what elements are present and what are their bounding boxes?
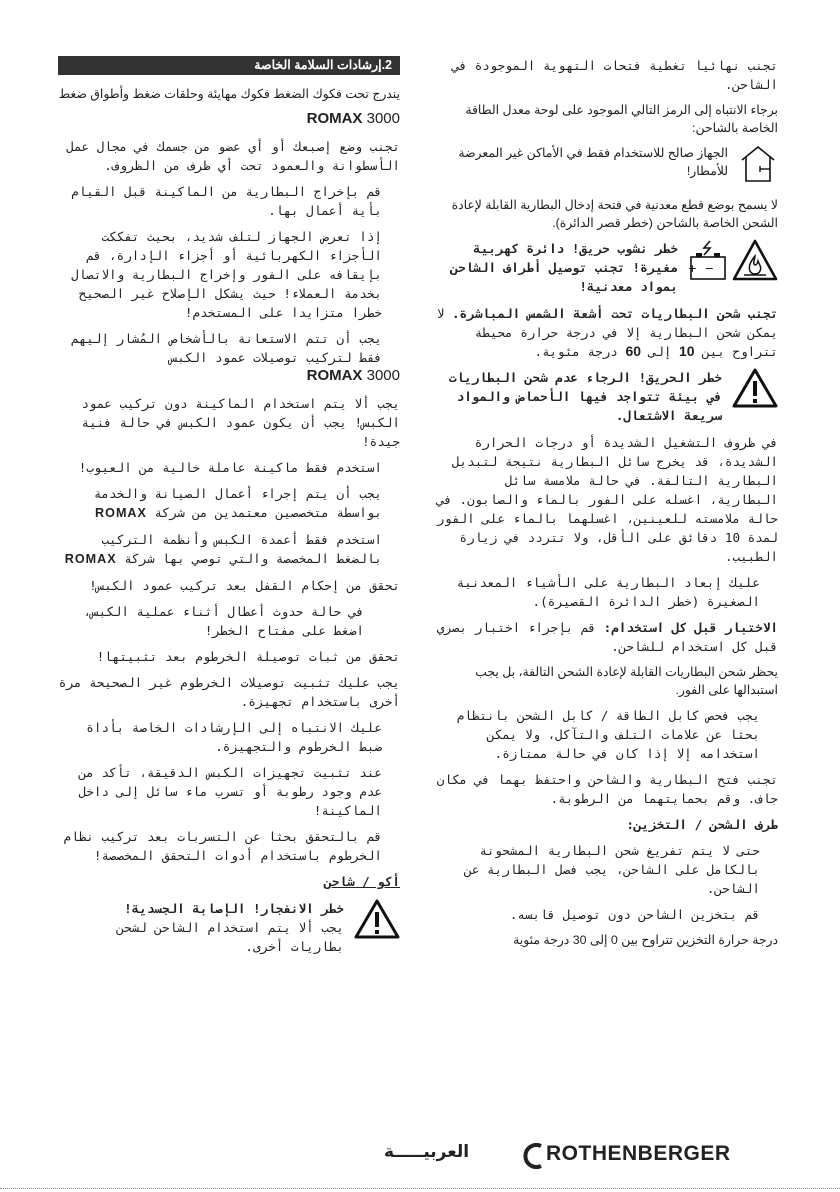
brand-name: ROMAX (306, 110, 363, 127)
paragraph: لا يسمح بوضع قطع معدنية في فتحة إدخال البطارية القابلة لإعادة الشحن الخاصة بالشاحن (خطر قصر الدائرة). (451, 198, 778, 230)
page-edge-dotted-line (0, 1188, 840, 1189)
paragraph: قم بتخزين الشاحن دون توصيل قابسه. (509, 907, 760, 922)
fire-warning-text: خطر نشوب حريق! دائرة كهربية مغيرة! تجنب توصيل أطراف الشاحن بمواد معدنية! (450, 241, 678, 294)
paragraph: يجب فحص كابل الطاقة / كابل الشحن بانتظام بحثا عن علامات التلف والتآكل، ولا يمكن استخدامه إلا إذا كان في حالة ممتازة. (456, 708, 760, 761)
sun-charging-note (430, 304, 778, 361)
svg-text:−: − (704, 262, 714, 275)
pre-use-test (430, 618, 778, 656)
intro-text: يندرج تحت فكوك الضغط فكوك مهايئة وحلقات ضغط وأطواق ضغط (58, 87, 400, 101)
warning-triangle-icon (354, 899, 400, 943)
paragraph: في حالة حدوث أعطال أثناء عملية الكبس، اضغط على مفتاح الخطر! (83, 604, 364, 638)
section-title: 2.إرشادات السلامة الخاصة (58, 56, 400, 75)
paragraph: إذا تعرض الجهاز لتلف شديد، بحيث تفككت الأجزاء الكهربائية أو أجزاء الإدارة، قم بإيقافه على الفور وإخراج البطارية والاتصال بخدمة العملاء! حيث يشكل الإصلاح غير الصحيح خطرا متزايدا على المستخدم! (71, 229, 382, 320)
paragraph: حتى لا يتم تفريغ شحن البطارية المشحونة بالكامل على الشاحن، يجب فصل البطارية عن الشاحن. (464, 843, 760, 896)
sun-charging-and: إلى (648, 344, 672, 359)
paragraph: عليك إبعاد البطارية على الأشياء المعدنية الصغيرة (خطر الدائرة القصيرة). (456, 575, 760, 609)
paragraph: تجنب نهائيا تغطية فتحات التهوية الموجودة في الشاحن. (451, 58, 778, 92)
paragraph-text: يجب أن يتم إجراء أعمال الصيانة والخدمة بواسطة متخصصين معتمدين من شركة (93, 486, 382, 520)
paragraph: تحقق من ثبات توصيلة الخرطوم بعد تثبيتها! (96, 649, 400, 664)
subsection-title: أكو / شاحن (324, 874, 400, 889)
paragraph: برجاء الانتباه إلى الرمز التالي الموجود على لوحة معدل الطاقة الخاصة بالشاحن: (465, 103, 778, 135)
safety-column-right (58, 56, 400, 964)
battery-fire-warning-icon (688, 239, 778, 283)
paragraph: يحظر شحن البطاريات القابلة لإعادة الشحن التالفة، بل يجب استبدالها على الفور. (475, 665, 778, 697)
fire-warning (430, 239, 778, 296)
paragraph: يجب أن تتم الاستعانة بالأشخاص المُشار إليهم فقط لتركيب توصيلات عمود الكبس (71, 331, 382, 365)
warning-triangle-icon (732, 368, 778, 412)
paragraph: تجنب فتح البطارية والشاحن واحتفظ بهما في مكان جاف. وقم بحمايتهما من الرطوبة. (436, 772, 778, 806)
paragraph: استخدم فقط ماكينة عاملة خالية من العيوب! (78, 460, 382, 475)
page-footer (0, 1140, 840, 1176)
brand-romax-3000 (58, 110, 400, 127)
warning-title: خطر الانفجار! الإصابة الجسدية! (124, 901, 344, 916)
paragraph: تحقق من إحكام القفل بعد تركيب عمود الكبس! (89, 578, 400, 593)
footer-brand: ROTHENBERGER (546, 1142, 731, 1165)
pre-use-test-text: قم بإجراء اختبار بصري قبل كل استخدام للشاحن. (436, 620, 778, 654)
fire-warning-acids-text: خطر الحريق! الرجاء عدم شحن البطاريات في بيئة تتواجد فيها الأحماض والمواد سريعة الاشتعال. (449, 370, 722, 423)
brand-model: 3000 (366, 110, 400, 127)
explosion-warning (58, 899, 400, 956)
paragraph-text: استخدم فقط أعمدة الكبس وأنظمة التركيب بالضغط المخصصة والتي توصي بها شركة (101, 532, 382, 566)
house-symbol-text: الجهاز صالح للاستخدام فقط في الأماكن غير المعرضة للأمطار! (458, 146, 728, 178)
pre-use-test-title: الاختبار قبل كل استخدام: (603, 620, 778, 635)
sun-charging-unit: درجة مئوية. (534, 344, 618, 359)
fire-warning-acids (430, 368, 778, 425)
sun-charging-text: لا يمكن شحن البطارية إلا في درجة حرارة محيطة تتراوح بين (436, 306, 778, 359)
safety-column-left (430, 56, 778, 956)
svg-text:+: + (688, 262, 697, 275)
brand-model: 3000 (366, 367, 400, 384)
rothenberger-logo-icon (522, 1143, 544, 1169)
paragraph: يجب عليك تثبيت توصيلات الخرطوم غير الصحيحة مرة أخرى باستخدام تجهيزة. (58, 675, 400, 709)
paragraph: عند تثبيت تجهيزات الكبس الدقيقة، تأكد من عدم وجود رطوبة أو تسرب ماء سائل إلى داخل الماكينة! (78, 765, 382, 818)
house-icon (738, 144, 778, 188)
paragraph: درجة حرارة التخزين تتراوح بين 0 إلى 30 درجة مئوية (513, 933, 778, 947)
temp-max: 60 (625, 343, 642, 359)
paragraph: عليك الانتباه إلى الإرشادات الخاصة بأداة ضبط الخرطوم والتجهيزة. (86, 720, 382, 754)
house-symbol-note (430, 144, 778, 188)
paragraph: قم بإخراج البطارية من الماكينة قبل القيام بأية أعمال بها. (71, 184, 382, 218)
paragraph: في ظروف التشغيل الشديدة أو درجات الحرارة الشديدة، قد يخرج سائل البطارية نتيجة لتبديل البطارية التالفة. في حالة ملامسة سائل البطارية، اغسله على الفور بالماء والصابون. في حالة ملامسته للعينين، اغسلهما بالماء على الفور لمدة 10 دقائق على الأقل، ولا تتردد في زيارة الطبيب. (436, 435, 778, 564)
temp-min: 10 (679, 343, 695, 359)
brand-name: ROMAX (306, 367, 363, 384)
paragraph: يجب ألا يتم استخدام الماكينة دون تركيب عمود الكبس! يجب أن يكون عمود الكبس في حالة فنية جيدة! (81, 396, 400, 449)
brand-romax-3000 (58, 367, 400, 384)
paragraph (58, 484, 400, 523)
brand-name: ROMAX (64, 552, 117, 566)
brand-name: ROMAX (95, 506, 147, 520)
paragraph: قم بالتحقق بحثا عن التسربات بعد تركيب نظام الخرطوم باستخدام أدوات التحقق المخصصة! (63, 829, 382, 863)
paragraph: تجنب وضع إصبعك أو أي عضو من جسمك في مجال عمل الأسطوانة والعمود تحت أي ظرف من الظروف. (66, 139, 400, 173)
storage-title: طرف الشحن / التخزين: (626, 817, 778, 832)
warning-text: يجب ألا يتم استخدام الشاحن لشحن بطاريات أخرى. (116, 920, 344, 954)
sun-charging-title: تجنب شحن البطاريات تحت أشعة الشمس المباشرة. (451, 306, 778, 321)
paragraph (58, 530, 400, 569)
footer-language: العربيـــــة (384, 1142, 470, 1162)
